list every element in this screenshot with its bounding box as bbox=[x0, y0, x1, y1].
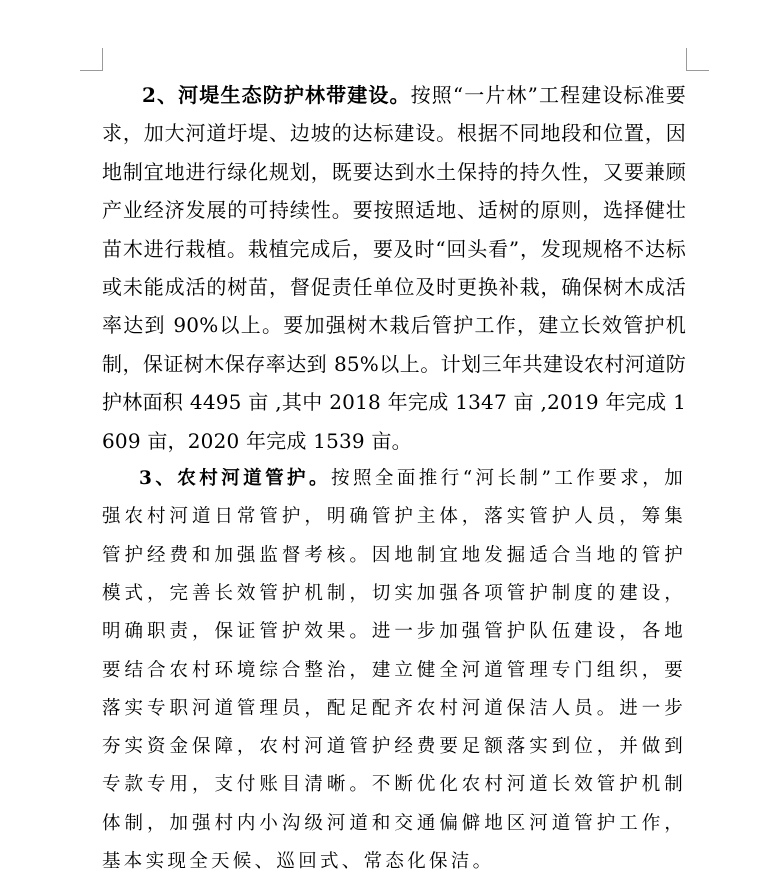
page-corner-mark-top-left bbox=[80, 48, 103, 71]
paragraph-text: 按照全面推行“河长制”工作要求，加强农村河道日常管护，明确管护主体，落实管护人员，筹集管护经费和加强监督考核。因地制宜地发掘适合当地的管护模式，完善长效管护机制，切实加强各项管护制度的建设，明确职责，保证管护效果。进一步加强管护队伍建设，各地要结合农村环境综合整治，建立健全河道管理专门组织，要落实专职河道管理员，配足配齐农村河道保洁人员。进一步夯实资金保障，农村河道管护经费要足额落实到位，并做到专款专用，支付账目清晰。不断优化农村河道长效管护机制体制，加强村内小沟级河道和交通偏僻地区河道管护工作，基本实现全天候、巡回式、常态化保洁。 bbox=[102, 468, 686, 873]
paragraph-text: 按照“一片林”工程建设标准要求，加大河道圩堤、边坡的达标建设。根据不同地段和位置，因地制宜地进行绿化规划，既要达到水土保持的持久性，又要兼顾产业经济发展的可持续性。要按照适地、适树的原则，选择健壮苗木进行栽植。栽植完成后，要及时“回头看”，发现规格不达标或未能成活的树苗，督促责任单位及时更换补栽，确保树木成活率达到 90%以上。要加强树木栽后管护工作，建立长效管护机制，保证树木保存率达到 85%以上。计划三年共建设农村河道防护林面积 4495 亩 ,其中 2018 年完成 1347 亩 ,2019 年完成 1609 亩，2020 年完成 1539 亩。 bbox=[102, 83, 686, 453]
paragraph-rural-river-management bbox=[102, 460, 686, 881]
paragraph-river-embankment-forest bbox=[102, 76, 686, 460]
page-corner-mark-top-right bbox=[686, 48, 709, 71]
document-body[interactable] bbox=[102, 76, 686, 881]
paragraph-heading: 3、农村河道管护。 bbox=[139, 468, 331, 490]
paragraph-heading: 2、河堤生态防护林带建设。 bbox=[142, 83, 411, 107]
